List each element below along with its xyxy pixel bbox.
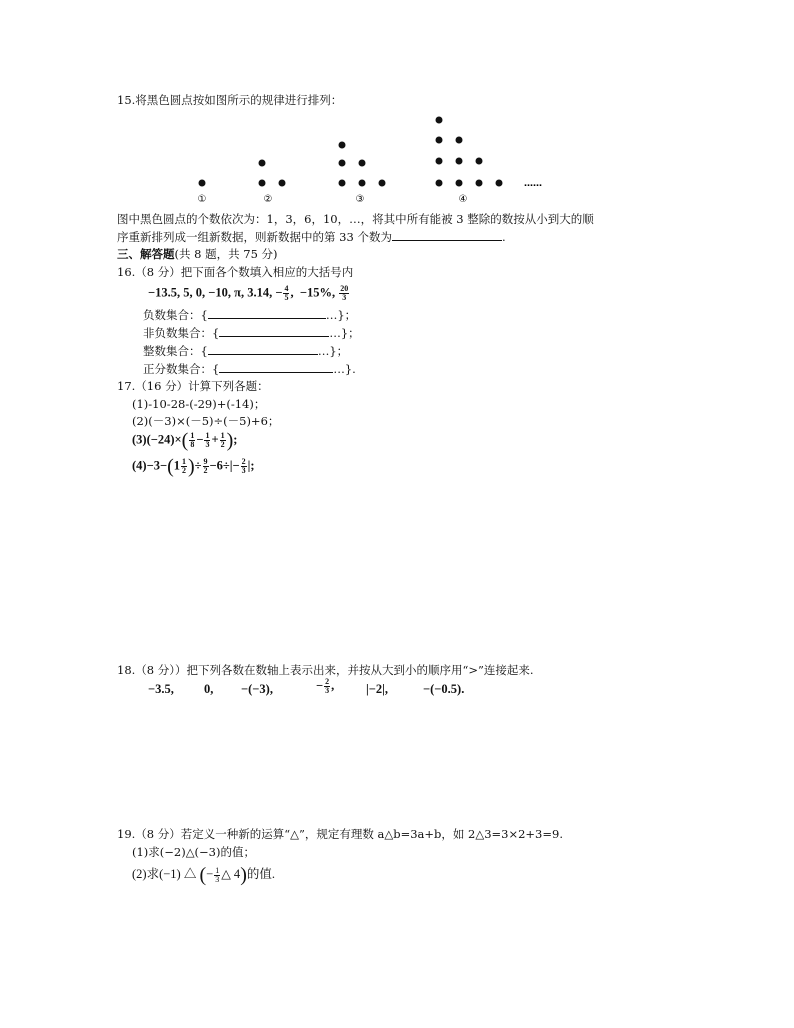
q19-part-2: (2)求(−1) △ (− $\frac{1}{3}$ △ 4)的值. <box>132 864 275 887</box>
fraction-2-3: $\frac{2}{3}$ <box>241 457 246 475</box>
dot-pattern-3 <box>339 142 386 187</box>
set-positive-fraction: 正分数集合：{ …}. <box>143 362 356 376</box>
q15-text-line2-body: 序重新排列成一组新数据，则新数据中的第 33 个数为 <box>117 230 392 244</box>
figure-label-4: ④ <box>458 194 468 205</box>
fraction-9-2: $\frac{9}{2}$ <box>203 457 208 475</box>
set-negative-blank[interactable] <box>208 307 326 319</box>
q16-number-list: −13.5, 5, 0, −10, π, 3.14, − $\frac{4}{5}$ , −15%, $\frac{20}{3}$ <box>148 284 349 302</box>
q15-text-line1: 图中黑色圆点的个数依次为：1，3，6，10，…，将其中所有能被 3 整除的数按从小到大的顺 <box>117 212 594 226</box>
q16-stem: 16.（8 分）把下面各个数填入相应的大括号内 <box>117 265 354 279</box>
q17-part-2: (2)(－3)×(－5)÷(－5)+6； <box>132 414 280 428</box>
q15-text-line2-end: . <box>501 230 506 244</box>
q17-part-1: (1)-10-28-(-29)+(-14)； <box>132 397 266 411</box>
set-positive-fraction-blank[interactable] <box>219 361 333 373</box>
set-non-negative: 非负数集合：{ …}； <box>143 326 360 340</box>
q19-part-1: (1)求(−2)△(−3)的值； <box>132 845 255 859</box>
fraction-1-2: $\frac{1}{2}$ <box>220 431 225 449</box>
q19-stem: 19.（8 分）若定义一种新的运算“△”，规定有理数 a△b=3a+b，如 2△3=3×2+3=9. <box>117 827 563 841</box>
section-title: 三、解答题 <box>117 247 175 261</box>
q16-num-8: −15%, <box>299 285 336 300</box>
q16-num-1: −13.5, <box>148 285 181 300</box>
fraction-4-5: $\frac{4}{5}$ <box>284 284 289 302</box>
q16-num-2: 5, <box>183 285 193 300</box>
q18-stem: 18.（8 分））把下列各数在数轴上表示出来，并按从大到小的顺序用“>”连接起来. <box>117 663 534 677</box>
q16-num-6: 3.14, <box>247 285 273 300</box>
fraction-1-2-mixed: $\frac{1}{2}$ <box>182 457 186 475</box>
q18-item-neg-fraction: − $\frac{2}{3}$ , <box>316 677 335 695</box>
dot-ellipsis: …… <box>524 179 542 189</box>
set-non-negative-blank[interactable] <box>219 325 329 337</box>
figure-label-3: ③ <box>355 194 365 205</box>
section-note: (共 8 题，共 75 分) <box>174 247 278 261</box>
q15-intro: 15.将黑色圆点按如图所示的规律进行排列： <box>117 93 343 107</box>
q17-part-4: (4)−3−(1 $\frac{1}{2}$ )÷ $\frac{9}{2}$ −6÷|− $\frac{2}{3}$ |; <box>132 455 255 478</box>
q18-item-1: −3.5, <box>148 682 174 696</box>
dot-pattern-1 <box>199 180 206 187</box>
dot-pattern-figure <box>190 110 550 206</box>
set-integer-blank[interactable] <box>208 343 318 355</box>
fraction-1-3-q19: $\frac{1}{3}$ <box>215 865 220 884</box>
q16-num-4: −10, <box>208 285 231 300</box>
q18-item-2: 0, <box>204 682 214 696</box>
q18-item-5: −(−0.5). <box>423 682 465 696</box>
q18-item-3: −(−3), <box>241 682 273 696</box>
q16-num-7-sign: − <box>275 285 283 300</box>
figure-label-2: ② <box>263 194 273 205</box>
section-heading <box>117 246 278 262</box>
q18-item-4: |−2|, <box>366 682 389 696</box>
q15-text-line2 <box>117 229 506 245</box>
answer-blank[interactable] <box>392 229 502 241</box>
q16-num-3: 0, <box>195 285 206 300</box>
figure-label-1: ① <box>197 194 207 205</box>
dot-pattern-4 <box>436 117 503 187</box>
fraction-1-8: $\frac{1}{8}$ <box>190 431 195 449</box>
fraction-1-3: $\frac{1}{3}$ <box>205 431 210 449</box>
q16-num-5: π, <box>234 285 245 300</box>
fraction-20-3: $\frac{20}{3}$ <box>340 284 349 302</box>
set-negative: 负数集合：{ …}； <box>143 308 357 322</box>
fraction-2-3-q18: $\frac{2}{3}$ <box>325 677 330 695</box>
q17-stem: 17.（16 分）计算下列各题： <box>117 379 269 393</box>
q17-part-3: (3)(−24)×( $\frac{1}{8}$ − $\frac{1}{3}$ + $\frac{1}{2}$ ); <box>132 429 238 452</box>
set-integer: 整数集合：{ …}； <box>143 344 349 358</box>
dot-pattern-2 <box>259 160 286 187</box>
